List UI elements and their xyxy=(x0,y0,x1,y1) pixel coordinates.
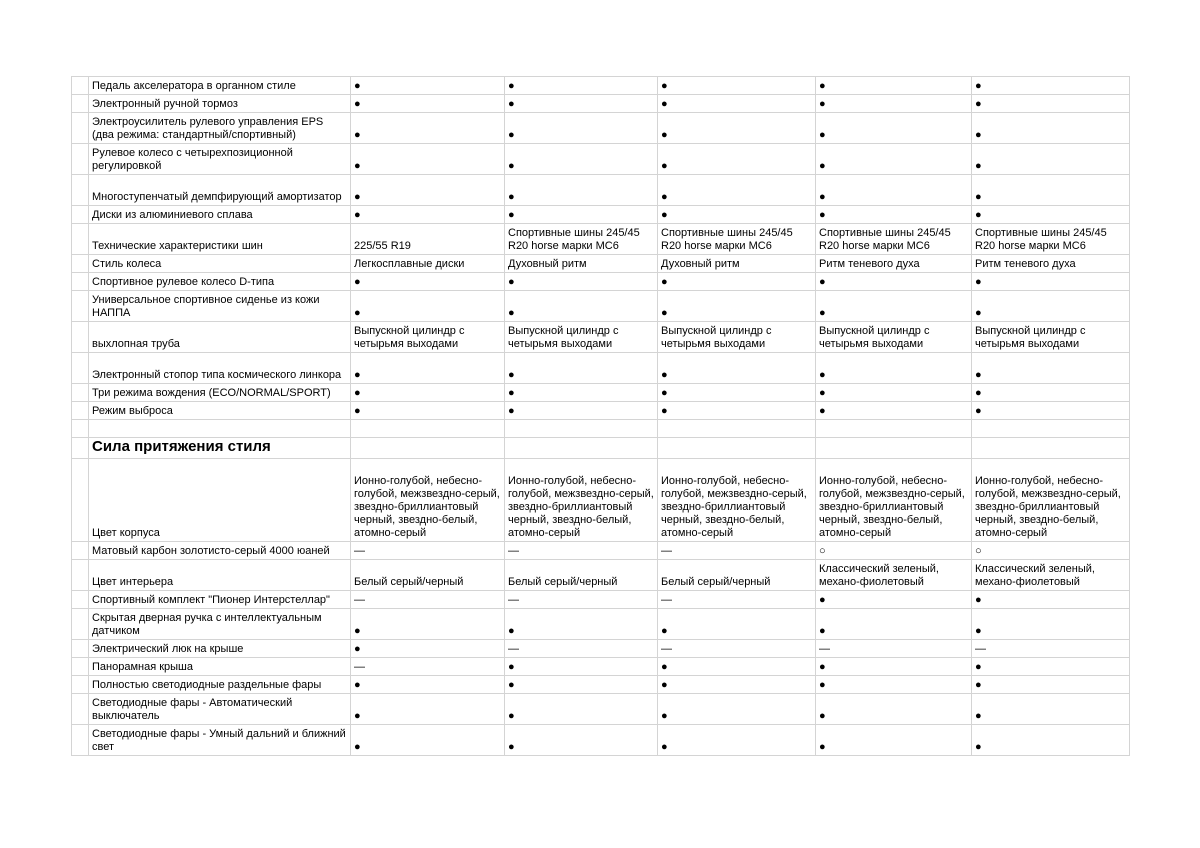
feature-label: Цвет интерьера xyxy=(89,560,351,591)
trim-value-cell: ● xyxy=(816,175,972,206)
trim-value-cell: ● xyxy=(816,658,972,676)
trim-value-cell xyxy=(658,420,816,438)
trim-value-cell xyxy=(351,438,505,459)
trim-value-cell: ● xyxy=(658,694,816,725)
trim-value-cell: ● xyxy=(972,384,1130,402)
trim-value-cell: ● xyxy=(972,113,1130,144)
trim-value-cell: ● xyxy=(351,640,505,658)
trim-value-cell: 225/55 R19 xyxy=(351,224,505,255)
table-row xyxy=(72,725,1130,756)
trim-value-cell: ● xyxy=(351,609,505,640)
trim-value-cell: — xyxy=(505,542,658,560)
trim-value-cell: Классический зеленый, механо-фиолетовый xyxy=(816,560,972,591)
feature-label xyxy=(89,420,351,438)
trim-value-cell: ● xyxy=(816,384,972,402)
trim-value-cell: ● xyxy=(505,77,658,95)
trim-value-cell: Спортивные шины 245/45 R20 horse марки MC6 xyxy=(816,224,972,255)
trim-value-cell: Белый серый/черный xyxy=(658,560,816,591)
trim-value-cell: ● xyxy=(816,95,972,113)
table-row xyxy=(72,206,1130,224)
table-row xyxy=(72,273,1130,291)
table-row xyxy=(72,113,1130,144)
table-row xyxy=(72,255,1130,273)
row-gutter-cell xyxy=(72,560,89,591)
trim-value-cell: ● xyxy=(505,291,658,322)
trim-value-cell: ● xyxy=(505,175,658,206)
row-gutter-cell xyxy=(72,420,89,438)
trim-value-cell: ● xyxy=(658,353,816,384)
row-gutter-cell xyxy=(72,273,89,291)
trim-value-cell: ● xyxy=(658,273,816,291)
feature-label: Электрический люк на крыше xyxy=(89,640,351,658)
trim-value-cell: ● xyxy=(351,402,505,420)
table-row xyxy=(72,353,1130,384)
trim-value-cell xyxy=(505,438,658,459)
trim-value-cell: — xyxy=(972,640,1130,658)
trim-value-cell: ● xyxy=(972,676,1130,694)
row-gutter-cell xyxy=(72,591,89,609)
trim-value-cell: ● xyxy=(972,206,1130,224)
trim-value-cell: ● xyxy=(816,591,972,609)
trim-value-cell: ● xyxy=(972,144,1130,175)
trim-value-cell: ○ xyxy=(816,542,972,560)
table-row xyxy=(72,95,1130,113)
trim-value-cell: ● xyxy=(505,206,658,224)
trim-value-cell: Духовный ритм xyxy=(658,255,816,273)
feature-label: Скрытая дверная ручка с интеллектуальным датчиком xyxy=(89,609,351,640)
table-row xyxy=(72,384,1130,402)
trim-value-cell: ● xyxy=(658,291,816,322)
trim-value-cell: ● xyxy=(505,402,658,420)
trim-value-cell: Выпускной цилиндр с четырьмя выходами xyxy=(351,322,505,353)
trim-value-cell: Белый серый/черный xyxy=(351,560,505,591)
trim-value-cell: ● xyxy=(658,609,816,640)
table-row xyxy=(72,175,1130,206)
trim-value-cell xyxy=(816,438,972,459)
trim-value-cell: ● xyxy=(351,353,505,384)
trim-value-cell: ● xyxy=(658,113,816,144)
trim-value-cell: — xyxy=(658,591,816,609)
trim-value-cell: ● xyxy=(816,402,972,420)
trim-value-cell: — xyxy=(351,542,505,560)
trim-value-cell: ● xyxy=(972,694,1130,725)
trim-value-cell: ● xyxy=(972,273,1130,291)
feature-label: Электроусилитель рулевого управления EPS (два режима: стандартный/спортивный) xyxy=(89,113,351,144)
row-gutter-cell xyxy=(72,402,89,420)
feature-label: Панорамная крыша xyxy=(89,658,351,676)
trim-value-cell: ● xyxy=(972,591,1130,609)
feature-label: выхлопная труба xyxy=(89,322,351,353)
feature-label: Режим выброса xyxy=(89,402,351,420)
feature-label: Технические характеристики шин xyxy=(89,224,351,255)
row-gutter-cell xyxy=(72,438,89,459)
table-row xyxy=(72,144,1130,175)
row-gutter-cell xyxy=(72,542,89,560)
table-row xyxy=(72,322,1130,353)
trim-value-cell xyxy=(505,420,658,438)
trim-value-cell: — xyxy=(351,591,505,609)
trim-value-cell: ● xyxy=(351,725,505,756)
trim-value-cell: ● xyxy=(972,353,1130,384)
row-gutter-cell xyxy=(72,322,89,353)
trim-value-cell: Ионно-голубой, небесно-голубой, межзвездно-серый, звездно-бриллиантовый черный, звездно-белый, атомно-серый xyxy=(658,459,816,542)
row-gutter-cell xyxy=(72,175,89,206)
trim-value-cell: ● xyxy=(505,353,658,384)
trim-value-cell: ● xyxy=(972,95,1130,113)
trim-value-cell: ● xyxy=(351,694,505,725)
trim-value-cell: ● xyxy=(816,609,972,640)
trim-value-cell: — xyxy=(505,640,658,658)
table-row xyxy=(72,420,1130,438)
trim-value-cell: ● xyxy=(816,77,972,95)
trim-value-cell: ● xyxy=(505,725,658,756)
feature-label: Спортивный комплект "Пионер Интерстеллар" xyxy=(89,591,351,609)
table-row xyxy=(72,560,1130,591)
trim-value-cell: ● xyxy=(816,144,972,175)
trim-value-cell: ● xyxy=(658,658,816,676)
table-row xyxy=(72,694,1130,725)
table-row xyxy=(72,77,1130,95)
feature-label: Светодиодные фары - Автоматический выключатель xyxy=(89,694,351,725)
trim-value-cell: ● xyxy=(658,725,816,756)
trim-value-cell: — xyxy=(658,542,816,560)
table-row xyxy=(72,438,1130,459)
trim-value-cell: Выпускной цилиндр с четырьмя выходами xyxy=(658,322,816,353)
trim-value-cell: ● xyxy=(972,175,1130,206)
section-title: Сила притяжения стиля xyxy=(89,438,351,459)
trim-value-cell: ● xyxy=(505,144,658,175)
row-gutter-cell xyxy=(72,144,89,175)
feature-label: Универсальное спортивное сиденье из кожи НАППА xyxy=(89,291,351,322)
row-gutter-cell xyxy=(72,255,89,273)
trim-value-cell: Выпускной цилиндр с четырьмя выходами xyxy=(505,322,658,353)
trim-value-cell: ● xyxy=(351,291,505,322)
trim-value-cell: ● xyxy=(972,658,1130,676)
trim-value-cell: ● xyxy=(658,144,816,175)
trim-value-cell xyxy=(972,420,1130,438)
row-gutter-cell xyxy=(72,95,89,113)
trim-value-cell: ● xyxy=(351,77,505,95)
trim-value-cell: ● xyxy=(351,144,505,175)
trim-value-cell: Ионно-голубой, небесно-голубой, межзвездно-серый, звездно-бриллиантовый черный, звездно-белый, атомно-серый xyxy=(505,459,658,542)
trim-value-cell: ● xyxy=(351,95,505,113)
trim-value-cell: ● xyxy=(351,273,505,291)
trim-value-cell: ● xyxy=(972,77,1130,95)
row-gutter-cell xyxy=(72,609,89,640)
trim-value-cell: ● xyxy=(816,353,972,384)
trim-value-cell: Классический зеленый, механо-фиолетовый xyxy=(972,560,1130,591)
trim-value-cell: ● xyxy=(816,291,972,322)
trim-value-cell: ● xyxy=(351,206,505,224)
trim-value-cell: Белый серый/черный xyxy=(505,560,658,591)
feature-label: Цвет корпуса xyxy=(89,459,351,542)
trim-value-cell: ● xyxy=(658,95,816,113)
trim-value-cell: — xyxy=(816,640,972,658)
table-row xyxy=(72,402,1130,420)
trim-value-cell: ● xyxy=(816,725,972,756)
trim-value-cell: — xyxy=(351,658,505,676)
row-gutter-cell xyxy=(72,384,89,402)
trim-value-cell: Спортивные шины 245/45 R20 horse марки MC6 xyxy=(972,224,1130,255)
trim-value-cell xyxy=(972,438,1130,459)
trim-value-cell: ● xyxy=(505,113,658,144)
trim-value-cell: ● xyxy=(658,676,816,694)
row-gutter-cell xyxy=(72,658,89,676)
trim-value-cell: Спортивные шины 245/45 R20 horse марки MC6 xyxy=(658,224,816,255)
trim-value-cell: ● xyxy=(505,609,658,640)
feature-label: Стиль колеса xyxy=(89,255,351,273)
row-gutter-cell xyxy=(72,353,89,384)
trim-value-cell: ● xyxy=(816,676,972,694)
table-row xyxy=(72,676,1130,694)
trim-value-cell: ● xyxy=(816,273,972,291)
table-row xyxy=(72,224,1130,255)
feature-label: Диски из алюминиевого сплава xyxy=(89,206,351,224)
trim-value-cell: ● xyxy=(972,402,1130,420)
feature-label: Рулевое колесо с четырехпозиционной регулировкой xyxy=(89,144,351,175)
trim-value-cell xyxy=(658,438,816,459)
trim-value-cell: Легкосплавные диски xyxy=(351,255,505,273)
trim-value-cell: ● xyxy=(816,113,972,144)
table-row xyxy=(72,542,1130,560)
trim-value-cell: ● xyxy=(505,658,658,676)
trim-value-cell: Ритм теневого духа xyxy=(972,255,1130,273)
trim-value-cell: ● xyxy=(505,273,658,291)
trim-value-cell: Выпускной цилиндр с четырьмя выходами xyxy=(972,322,1130,353)
trim-value-cell: ● xyxy=(351,175,505,206)
trim-value-cell: ● xyxy=(658,175,816,206)
trim-value-cell: Ионно-голубой, небесно-голубой, межзвездно-серый, звездно-бриллиантовый черный, звездно-белый, атомно-серый xyxy=(972,459,1130,542)
trim-value-cell: ● xyxy=(658,77,816,95)
trim-value-cell: Выпускной цилиндр с четырьмя выходами xyxy=(816,322,972,353)
trim-value-cell: ● xyxy=(972,609,1130,640)
trim-value-cell: ● xyxy=(505,384,658,402)
trim-value-cell: Ионно-голубой, небесно-голубой, межзвездно-серый, звездно-бриллиантовый черный, звездно-белый, атомно-серый xyxy=(351,459,505,542)
feature-label: Спортивное рулевое колесо D-типа xyxy=(89,273,351,291)
trim-value-cell: ● xyxy=(816,694,972,725)
trim-value-cell: ● xyxy=(351,113,505,144)
row-gutter-cell xyxy=(72,77,89,95)
spec-table xyxy=(71,76,1130,756)
table-row xyxy=(72,459,1130,542)
table-row xyxy=(72,658,1130,676)
trim-value-cell: ○ xyxy=(972,542,1130,560)
row-gutter-cell xyxy=(72,725,89,756)
feature-label: Электронный стопор типа космического линкора xyxy=(89,353,351,384)
table-row xyxy=(72,640,1130,658)
row-gutter-cell xyxy=(72,676,89,694)
trim-value-cell: ● xyxy=(658,402,816,420)
trim-value-cell: ● xyxy=(351,384,505,402)
spec-table-body xyxy=(72,77,1130,756)
feature-label: Три режима вождения (ECO/NORMAL/SPORT) xyxy=(89,384,351,402)
trim-value-cell: Духовный ритм xyxy=(505,255,658,273)
trim-value-cell: ● xyxy=(505,694,658,725)
feature-label: Педаль акселератора в органном стиле xyxy=(89,77,351,95)
feature-label: Светодиодные фары - Умный дальний и ближний свет xyxy=(89,725,351,756)
trim-value-cell: — xyxy=(658,640,816,658)
row-gutter-cell xyxy=(72,224,89,255)
feature-label: Многоступенчатый демпфирующий амортизатор xyxy=(89,175,351,206)
trim-value-cell: ● xyxy=(816,206,972,224)
feature-label: Матовый карбон золотисто-серый 4000 юаней xyxy=(89,542,351,560)
trim-value-cell xyxy=(816,420,972,438)
trim-value-cell: Ионно-голубой, небесно-голубой, межзвездно-серый, звездно-бриллиантовый черный, звездно-белый, атомно-серый xyxy=(816,459,972,542)
feature-label: Полностью светодиодные раздельные фары xyxy=(89,676,351,694)
row-gutter-cell xyxy=(72,206,89,224)
trim-value-cell: ● xyxy=(658,206,816,224)
row-gutter-cell xyxy=(72,694,89,725)
row-gutter-cell xyxy=(72,291,89,322)
table-row xyxy=(72,291,1130,322)
trim-value-cell: ● xyxy=(505,676,658,694)
trim-value-cell: ● xyxy=(505,95,658,113)
table-row xyxy=(72,609,1130,640)
trim-value-cell: ● xyxy=(351,676,505,694)
trim-value-cell: Ритм теневого духа xyxy=(816,255,972,273)
trim-value-cell: ● xyxy=(972,725,1130,756)
trim-value-cell: ● xyxy=(658,384,816,402)
trim-value-cell: Спортивные шины 245/45 R20 horse марки MC6 xyxy=(505,224,658,255)
table-row xyxy=(72,591,1130,609)
feature-label: Электронный ручной тормоз xyxy=(89,95,351,113)
trim-value-cell: ● xyxy=(972,291,1130,322)
row-gutter-cell xyxy=(72,459,89,542)
row-gutter-cell xyxy=(72,640,89,658)
trim-value-cell: — xyxy=(505,591,658,609)
trim-value-cell xyxy=(351,420,505,438)
row-gutter-cell xyxy=(72,113,89,144)
